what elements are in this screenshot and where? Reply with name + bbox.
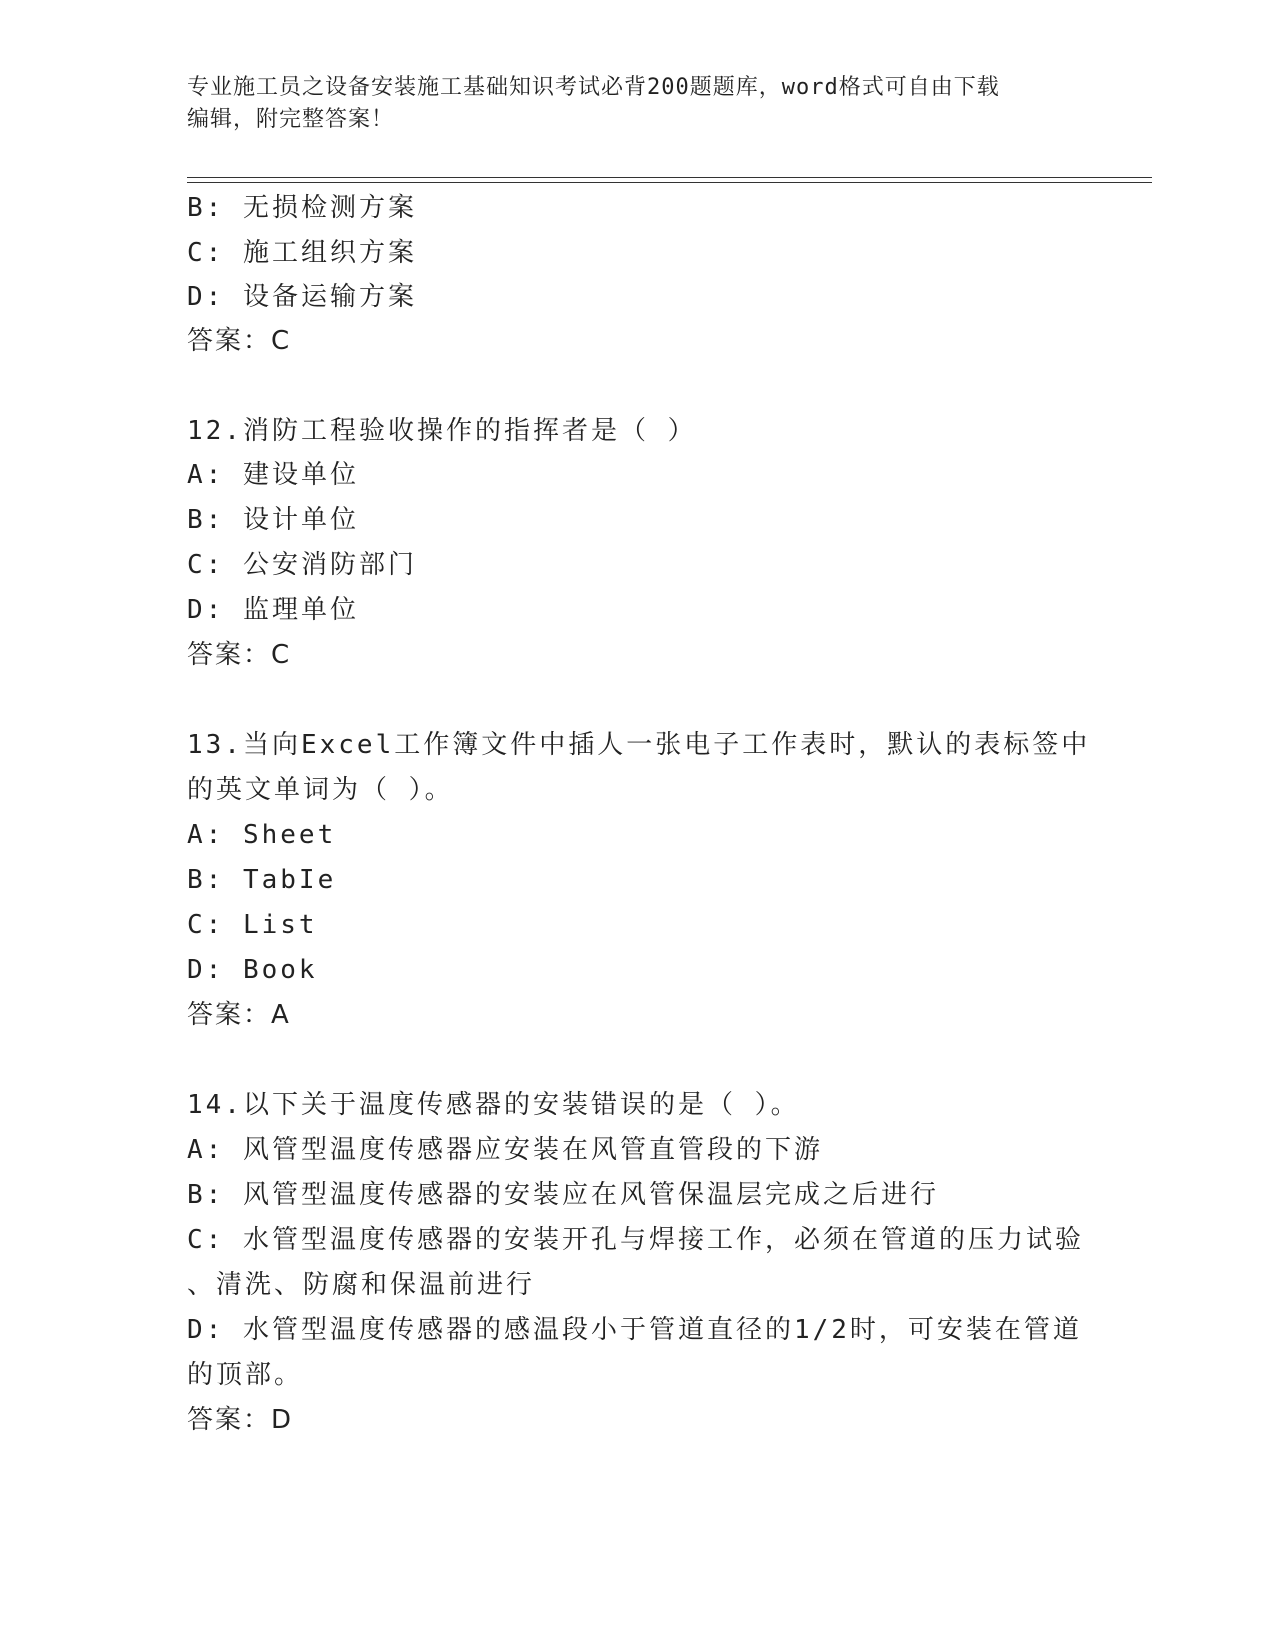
- header-line-1: 专业施工员之设备安装施工基础知识考试必背200题题库，word格式可自由下载: [187, 75, 1000, 100]
- header-line-2: 编辑，附完整答案！: [187, 107, 395, 132]
- q12-stem: 12.消防工程验收操作的指挥者是（ ）: [187, 416, 697, 446]
- q14-answer: 答案：D: [187, 1405, 294, 1435]
- header-divider-bottom: [187, 182, 1152, 183]
- q13-stem-line-2: 的英文单词为（ ）。: [187, 775, 454, 805]
- q11-option-b: B: 无损检测方案: [187, 193, 417, 223]
- q14-stem: 14.以下关于温度传感器的安装错误的是（ ）。: [187, 1090, 800, 1120]
- q13-option-a: A: Sheet: [187, 820, 337, 850]
- document-header: [187, 72, 1087, 136]
- q14-option-c-line-1: C: 水管型温度传感器的安装开孔与焊接工作，必须在管道的压力试验: [187, 1225, 1084, 1255]
- q14-option-d-line-2: 的顶部。: [187, 1360, 304, 1390]
- q12-option-a: A: 建设单位: [187, 460, 359, 490]
- q13-answer: 答案：A: [187, 1000, 291, 1030]
- q14-option-d-line-1: D: 水管型温度传感器的感温段小于管道直径的1/2时，可安装在管道: [187, 1315, 1082, 1345]
- q13-option-d: D: Book: [187, 955, 318, 985]
- q14-option-b: B: 风管型温度传感器的安装应在风管保温层完成之后进行: [187, 1180, 939, 1210]
- q11-option-c: C: 施工组织方案: [187, 238, 417, 268]
- q12-option-b: B: 设计单位: [187, 505, 359, 535]
- q12-option-c: C: 公安消防部门: [187, 550, 417, 580]
- q12-option-d: D: 监理单位: [187, 595, 359, 625]
- q14-option-a: A: 风管型温度传感器应安装在风管直管段的下游: [187, 1135, 823, 1165]
- q13-stem-line-1: 13.当向Excel工作簿文件中插人一张电子工作表时，默认的表标签中: [187, 730, 1091, 760]
- q13-option-b: B: TabIe: [187, 865, 337, 895]
- q12-answer: 答案：C: [187, 640, 292, 670]
- q14-option-c-line-2: 、清洗、防腐和保温前进行: [187, 1270, 536, 1300]
- q13-option-c: C: List: [187, 910, 318, 940]
- q11-option-d: D: 设备运输方案: [187, 282, 417, 312]
- q11-answer: 答案：C: [187, 326, 292, 356]
- header-divider-top: [187, 177, 1152, 178]
